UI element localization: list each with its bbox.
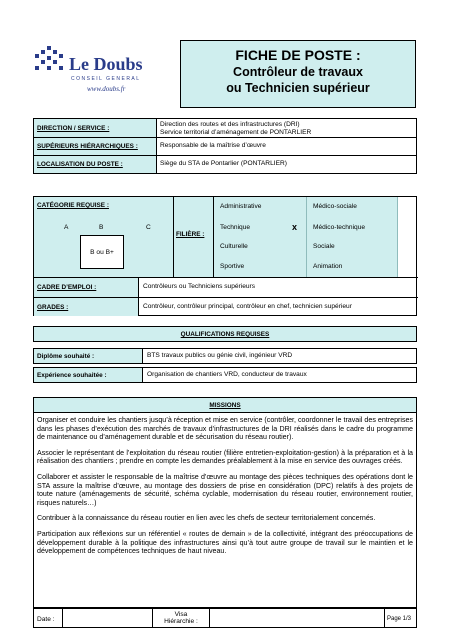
direction-line-1: Direction des routes et des infrastructures (DRI) (160, 121, 300, 128)
page-subtitle-1: Contrôleur de travaux (233, 65, 363, 79)
filiere-animation: Animation (313, 263, 343, 270)
logo-url: www.doubs.fr (87, 85, 126, 93)
filiere-administrative: Administrative (220, 203, 262, 210)
localisation-value: Siège du STA de Pontarlier (PONTARLIER) (156, 155, 417, 174)
filiere-medico-technique: Médico-technique (313, 224, 366, 231)
footer-date-value (62, 608, 153, 628)
cadre-value: Contrôleurs ou Techniciens supérieurs (139, 277, 418, 297)
diplome-label: Diplôme souhaité : (33, 348, 143, 364)
filiere-selected-mark: x (292, 222, 298, 232)
superieurs-value: Responsable de la maîtrise d’œuvre (156, 137, 417, 156)
superieurs-label: SUPÉRIEURS HIÉRARCHIQUES : (33, 137, 157, 156)
filiere-divider (306, 197, 307, 277)
category-c: C (146, 224, 151, 231)
filiere-sportive: Sportive (220, 263, 245, 270)
filiere-edge (397, 197, 398, 277)
category-selected: B ou B+ (80, 235, 124, 269)
direction-value (156, 118, 417, 138)
filiere-culturelle: Culturelle (220, 243, 248, 250)
filiere-sociale: Sociale (313, 243, 335, 250)
logo-sub: CONSEIL GENERAL (71, 76, 141, 82)
filiere-technique: Technique (220, 224, 251, 231)
filiere-medico-sociale: Médico-sociale (313, 203, 357, 210)
missions-body (33, 412, 417, 608)
experience-value: Organisation de chantiers VRD, conducteur de travaux (142, 367, 417, 383)
footer-visa-value (209, 608, 385, 628)
footer-visa-line-1: Visa (174, 611, 188, 618)
direction-label: DIRECTION / SERVICE : (33, 118, 157, 138)
grades-label: GRADES : (34, 297, 139, 316)
footer-visa (152, 608, 210, 628)
mission-paragraph-2: Associer le représentant de l’exploitation du réseau routier (filière entretien-exploitation-gestion) à la préparation et à la réalisation des chantiers ; prendre en compte les demandes préalablement à la mise en service des ouvrages créés. (37, 448, 413, 466)
categorie-label: CATÉGORIE REQUISE : (37, 202, 109, 209)
missions-title: MISSIONS (33, 397, 417, 413)
cadre-label: CADRE D’EMPLOI : (34, 277, 139, 297)
mission-paragraph-5: Participation aux réflexions sur un référentiel « routes de demain » de la collectivité, intégrant des préoccupations de développement durable à la politique des infrastructures ainsi qu’à tout autre groupe de travail sur le maintien et le développement de compétences techniques de haut niveau. (37, 529, 413, 556)
footer (33, 608, 417, 628)
mission-paragraph-3: Collaborer et assister le responsable de la maîtrise d’œuvre au montage des pièces techniques des opérations dont le STA assure la maîtrise d’œuvre, au montage des dossiers de prise en considération (DPC) relatifs à des projets de toute nature (aménagements de sécurité, schéma cyclable, modernisation du réseau routier, environnement routier, risques naturels…) (37, 472, 413, 507)
categorie-block (33, 196, 417, 316)
logo-name: Le Doubs (69, 54, 143, 74)
qualifications-title: QUALIFICATIONS REQUISES (33, 326, 417, 342)
grades-value: Contrôleur, contrôleur principal, contrôleur en chef, technicien supérieur (139, 297, 418, 316)
direction-line-2: Service territorial d’aménagement de PONTARLIER (160, 129, 312, 136)
footer-visa-line-2: Hiérarchie : (164, 618, 198, 625)
logo-graphic (33, 40, 73, 82)
mission-paragraph-1: Organiser et conduire les chantiers jusqu’à réception et mise en service (contrôler, coordonner le travail des entreprises dans les phases d’exécution des marchés de travaux d’infrastructures de la DRI réalisés dans le cadre du programme de maintenance ou d’aménagement durable et de sécurisation du réseau routier). (37, 416, 413, 442)
mission-paragraph-4: Contribuer à la connaissance du réseau routier en lien avec les chefs de secteur territorialement concernés. (37, 514, 376, 523)
logo (33, 40, 148, 108)
footer-page-number: Page 1/3 (384, 608, 417, 628)
category-a: A (64, 224, 69, 231)
title-box (180, 40, 416, 108)
footer-date-label: Date : (33, 608, 63, 628)
category-b: B (99, 224, 104, 231)
experience-label: Expérience souhaitée : (33, 367, 143, 383)
page-title: FICHE DE POSTE : (235, 47, 361, 63)
filiere-label: FILIÈRE : (176, 231, 205, 238)
diplome-value: BTS travaux publics ou génie civil, ingénieur VRD (142, 348, 417, 364)
localisation-label: LOCALISATION DU POSTE : (33, 155, 157, 174)
page-subtitle-2: ou Technicien supérieur (226, 81, 370, 95)
info-table (33, 118, 417, 188)
qualifications-block (33, 326, 417, 386)
